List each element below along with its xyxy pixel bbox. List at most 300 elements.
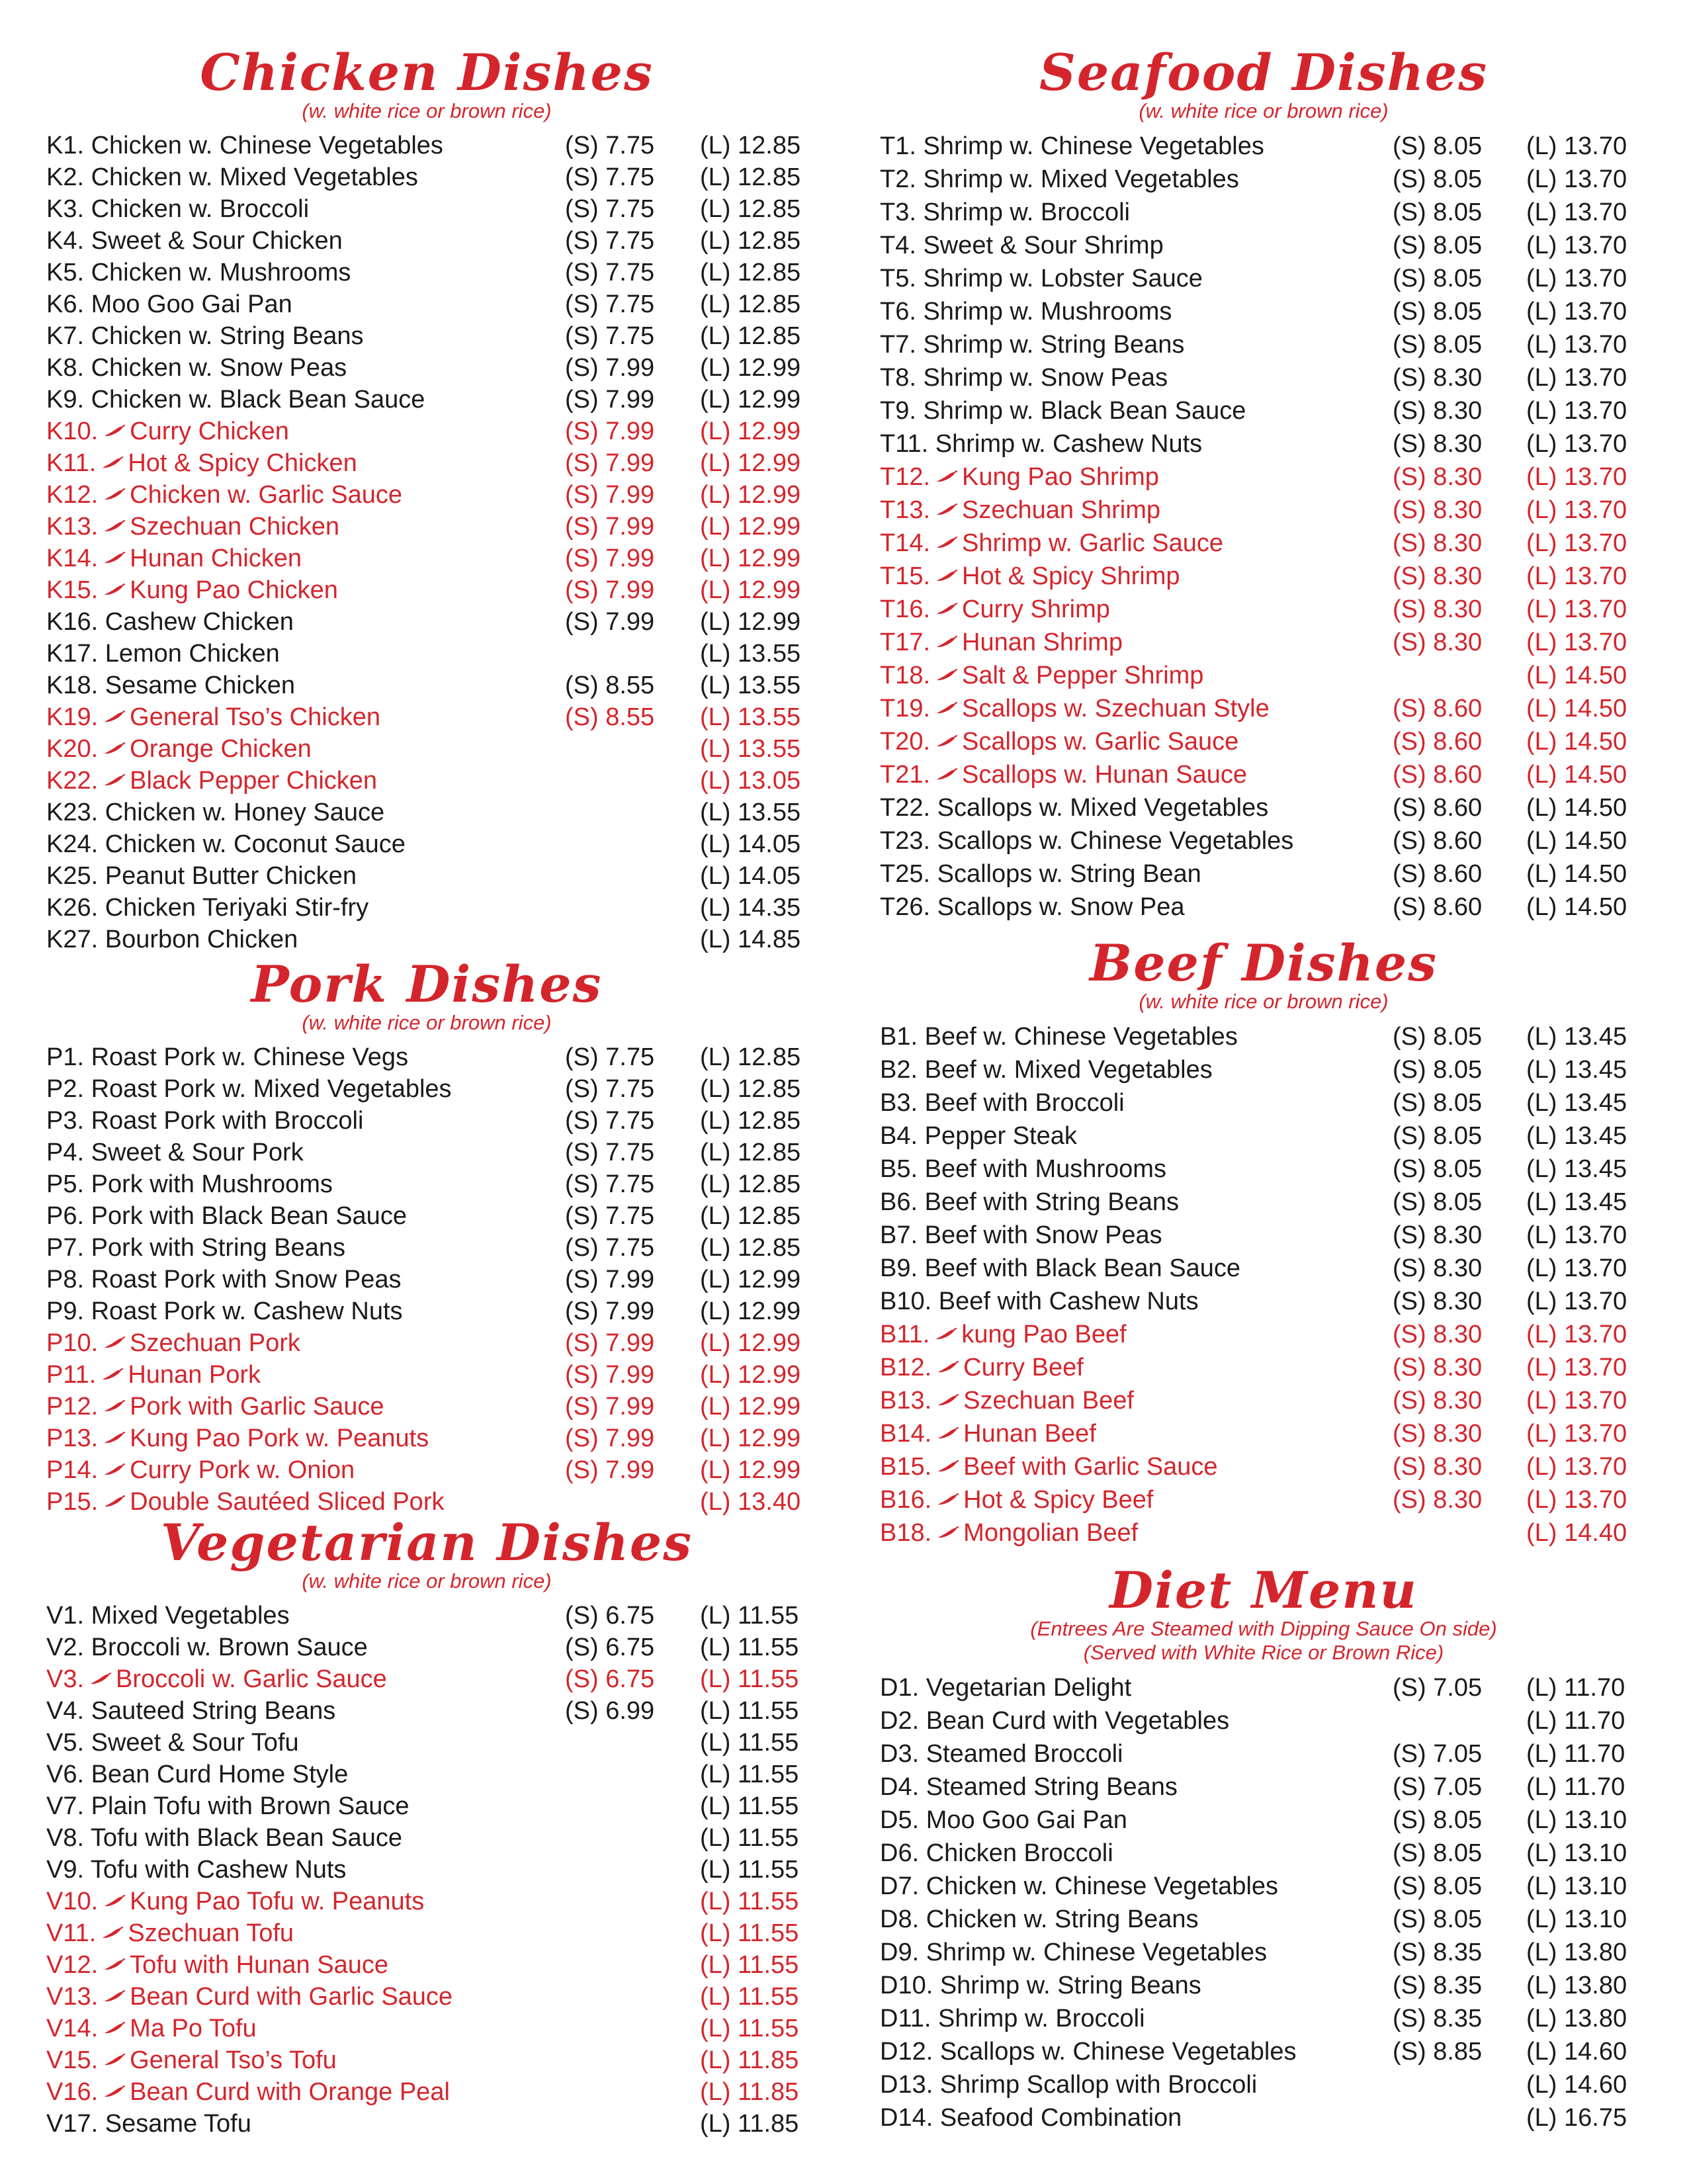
menu-item [46, 1168, 807, 1200]
menu-item-name [880, 527, 1223, 560]
large-price: (L) 12.85 [700, 163, 801, 191]
large-price: (L) 13.70 [1526, 1321, 1627, 1348]
menu-item-code: V13. [46, 1983, 99, 2011]
large-price: (L) 12.99 [700, 1393, 801, 1420]
chili-pepper-icon [935, 459, 958, 472]
menu-item-name: D7. Chicken w. Chinese Vegetables [880, 1872, 1279, 1900]
menu-item-name: K18. Sesame Chicken [46, 672, 295, 699]
menu-item-code: B12. [880, 1354, 932, 1381]
menu-item [880, 2035, 1647, 2068]
menu-item [880, 1318, 1647, 1351]
menu-item-name: D4. Steamed String Beans [880, 1773, 1178, 1801]
menu-item-code: T13. [880, 496, 931, 524]
menu-item [46, 2108, 807, 2140]
large-price: (L) 12.85 [700, 259, 801, 286]
menu-item-code: V12. [46, 1951, 99, 1979]
menu-item-name: P1. Roast Pork w. Chinese Vegs [46, 1043, 409, 1071]
menu-item [880, 1252, 1647, 1285]
pork-menu-list [46, 1041, 807, 1518]
menu-item-dish: Shrimp w. Garlic Sauce [962, 529, 1223, 557]
menu-item-name: D9. Shrimp w. Chinese Vegetables [880, 1939, 1268, 1966]
small-price: (S) 8.60 [1393, 827, 1483, 855]
menu-item [46, 352, 807, 384]
menu-item [880, 1053, 1647, 1086]
small-price: (S) 7.05 [1393, 1773, 1483, 1801]
menu-item-name [880, 659, 1203, 692]
menu-item [880, 1704, 1647, 1737]
small-price: (S) 8.05 [1393, 1023, 1483, 1051]
menu-item [46, 1695, 807, 1727]
menu-item-code: B18. [880, 1519, 932, 1547]
menu-item-dish: Curry Chicken [130, 417, 289, 445]
small-price: (S) 7.75 [565, 132, 655, 159]
menu-item [46, 606, 807, 638]
large-price: (L) 11.85 [700, 2110, 799, 2138]
small-price: (S) 7.99 [565, 1329, 655, 1357]
menu-item-code: K20. [46, 735, 99, 763]
menu-item-dish: Bean Curd with Orange Peal [130, 2078, 450, 2106]
chili-pepper-icon [937, 1383, 959, 1396]
large-price: (L) 12.85 [700, 195, 801, 223]
menu-item-name: D14. Seafood Combination [880, 2104, 1182, 2132]
menu-item-dish: Orange Chicken [130, 735, 312, 763]
menu-item [46, 1041, 807, 1073]
menu-item-name [880, 494, 1160, 527]
menu-item [880, 2101, 1647, 2134]
large-price: (L) 11.70 [1526, 1707, 1625, 1735]
menu-item-name [46, 733, 312, 765]
menu-item-name [46, 1949, 388, 1981]
large-price: (L) 13.10 [1526, 1839, 1627, 1867]
menu-item-dish: Szechuan Pork [130, 1329, 300, 1357]
large-price: (L) 12.99 [700, 1329, 801, 1357]
large-price: (L) 14.40 [1526, 1519, 1627, 1547]
menu-item-name: D6. Chicken Broccoli [880, 1839, 1113, 1867]
menu-item-name: D2. Bean Curd with Vegetables [880, 1707, 1230, 1735]
menu-item [880, 460, 1647, 494]
large-price: (L) 11.85 [700, 2078, 799, 2106]
small-price: (S) 7.99 [565, 608, 655, 636]
small-price: (S) 7.05 [1393, 1674, 1483, 1702]
menu-item-dish: Kung Pao Chicken [130, 576, 338, 604]
menu-item-code: P13. [46, 1424, 99, 1452]
menu-item [880, 163, 1647, 196]
menu-item-name [46, 1981, 453, 2013]
menu-item [880, 1219, 1647, 1252]
menu-item [46, 1886, 807, 1917]
pork-title: Pork Dishes [251, 955, 603, 1014]
small-price: (S) 7.75 [565, 322, 655, 350]
chili-pepper-icon [937, 1416, 959, 1429]
vegetarian-section [46, 1513, 807, 2140]
menu-item-code: V14. [46, 2015, 99, 2042]
chili-pepper-icon [935, 558, 958, 572]
menu-item-dish: Hunan Shrimp [962, 629, 1123, 656]
menu-item-name: T1. Shrimp w. Chinese Vegetables [880, 132, 1264, 160]
large-price: (L) 12.99 [700, 1297, 801, 1325]
large-price: (L) 14.05 [700, 862, 801, 890]
menu-item-name [46, 2013, 257, 2044]
menu-item-name [46, 1327, 300, 1359]
menu-item-name [880, 1351, 1084, 1384]
chili-pepper-icon [103, 1980, 126, 1993]
menu-item [46, 1600, 807, 1632]
large-price: (L) 12.85 [700, 1043, 801, 1071]
large-price: (L) 13.55 [700, 735, 801, 763]
small-price: (S) 8.05 [1393, 331, 1483, 359]
large-price: (L) 13.70 [1526, 1387, 1627, 1415]
large-price: (L) 13.45 [1526, 1023, 1627, 1051]
small-price: (S) 8.60 [1393, 761, 1483, 789]
menu-item [46, 1759, 807, 1790]
small-price: (S) 8.35 [1393, 1972, 1483, 1999]
menu-item-name: V9. Tofu with Cashew Nuts [46, 1856, 347, 1884]
large-price: (L) 14.60 [1526, 2038, 1627, 2066]
large-price: (L) 12.99 [700, 449, 801, 477]
small-price: (S) 8.85 [1393, 2038, 1483, 2066]
large-price: (L) 12.99 [700, 513, 801, 541]
menu-item [46, 193, 807, 225]
large-price: (L) 11.55 [700, 1856, 799, 1884]
menu-item-dish: Szechuan Shrimp [962, 496, 1160, 524]
menu-item-name: V5. Sweet & Sour Tofu [46, 1729, 299, 1757]
large-price: (L) 13.70 [1526, 132, 1627, 160]
small-price: (S) 8.05 [1393, 1872, 1483, 1900]
diet-title: Diet Menu [1109, 1561, 1418, 1620]
menu-item [880, 1020, 1647, 1053]
small-price: (S) 8.30 [1393, 463, 1483, 491]
menu-item [46, 384, 807, 415]
menu-item-code: K15. [46, 576, 99, 604]
large-price: (L) 12.85 [700, 322, 801, 350]
menu-item-dish: Double Sautéed Sliced Pork [130, 1488, 445, 1516]
menu-item-name [46, 543, 302, 574]
chili-pepper-icon [103, 414, 126, 427]
chili-pepper-icon [935, 591, 958, 605]
menu-item-dish: Hot & Spicy Chicken [128, 449, 357, 477]
large-price: (L) 12.85 [700, 1234, 801, 1262]
menu-item-name [46, 1422, 429, 1454]
menu-item-name: K2. Chicken w. Mixed Vegetables [46, 163, 418, 191]
large-price: (L) 13.45 [1526, 1155, 1627, 1183]
menu-item [46, 860, 807, 892]
pork-subtitle: (w. white rice or brown rice) [302, 1011, 552, 1034]
small-price: (S) 7.75 [565, 1234, 655, 1262]
menu-item [880, 1186, 1647, 1219]
menu-item-dish: Hunan Pork [128, 1361, 261, 1389]
menu-item-name: K6. Moo Goo Gai Pan [46, 290, 292, 318]
chili-pepper-icon [103, 1884, 126, 1898]
small-price: (S) 7.99 [565, 417, 655, 445]
menu-item-name: T4. Sweet & Sour Shrimp [880, 232, 1164, 259]
menu-item-name [46, 1663, 387, 1695]
menu-item-name: V6. Bean Curd Home Style [46, 1761, 349, 1788]
seafood-section [880, 43, 1647, 924]
menu-item-code: T20. [880, 728, 931, 756]
large-price: (L) 14.50 [1526, 893, 1627, 921]
large-price: (L) 12.85 [700, 1107, 801, 1135]
small-price: (S) 8.35 [1393, 1939, 1483, 1966]
menu-item [880, 1903, 1647, 1936]
large-price: (L) 13.45 [1526, 1089, 1627, 1117]
menu-item-name: D8. Chicken w. String Beans [880, 1905, 1199, 1933]
small-price: (S) 7.99 [565, 513, 655, 541]
chili-pepper-icon [101, 446, 124, 459]
large-price: (L) 13.70 [1526, 364, 1627, 392]
menu-item [46, 543, 807, 574]
small-price: (S) 8.35 [1393, 2005, 1483, 2032]
menu-item-code: B15. [880, 1453, 932, 1481]
menu-item [880, 196, 1647, 229]
menu-item-code: T21. [880, 761, 931, 789]
large-price: (L) 12.99 [700, 354, 801, 382]
menu-item-name: P7. Pork with String Beans [46, 1234, 345, 1262]
small-price: (S) 7.75 [565, 290, 655, 318]
menu-item [46, 1981, 807, 2013]
menu-item [880, 1870, 1647, 1903]
menu-item-name: K8. Chicken w. Snow Peas [46, 354, 347, 382]
small-price: (S) 8.30 [1393, 1354, 1483, 1381]
menu-item-name: T23. Scallops w. Chinese Vegetables [880, 827, 1294, 855]
large-price: (L) 13.80 [1526, 1939, 1627, 1966]
menu-item [880, 1483, 1647, 1516]
menu-item-dish: Beef with Garlic Sauce [963, 1453, 1218, 1481]
menu-item [46, 511, 807, 543]
large-price: (L) 14.50 [1526, 728, 1627, 756]
menu-item-name: T2. Shrimp w. Mixed Vegetables [880, 165, 1239, 193]
menu-item-dish: Broccoli w. Garlic Sauce [116, 1665, 387, 1693]
menu-item-code: T14. [880, 529, 931, 557]
large-price: (L) 13.70 [1526, 1354, 1627, 1381]
menu-item-name: D5. Moo Goo Gai Pan [880, 1806, 1127, 1834]
menu-item [46, 924, 807, 955]
large-price: (L) 12.85 [700, 1075, 801, 1103]
menu-item-code: P14. [46, 1456, 99, 1484]
large-price: (L) 11.55 [700, 1792, 799, 1820]
menu-item [46, 1264, 807, 1295]
seafood-menu-list [880, 130, 1647, 924]
menu-item-name: B3. Beef with Broccoli [880, 1089, 1125, 1117]
menu-item-code: V15. [46, 2046, 99, 2074]
small-price: (S) 8.05 [1393, 198, 1483, 226]
menu-item [880, 791, 1647, 824]
menu-item [46, 1359, 807, 1391]
small-price: (S) 8.05 [1393, 1122, 1483, 1150]
chili-pepper-icon [103, 732, 126, 745]
large-price: (L) 13.70 [1526, 232, 1627, 259]
menu-item-name: P8. Roast Pork with Snow Peas [46, 1266, 402, 1293]
menu-item-name [46, 447, 357, 479]
small-price: (S) 7.75 [565, 1202, 655, 1230]
menu-item-name: B9. Beef with Black Bean Sauce [880, 1254, 1240, 1282]
small-price: (S) 8.30 [1393, 1254, 1483, 1282]
pork-section [46, 955, 807, 1518]
menu-item-dish: Hunan Chicken [130, 545, 302, 572]
menu-item [46, 765, 807, 797]
menu-item [46, 1105, 807, 1137]
chili-pepper-icon [103, 1421, 126, 1434]
chicken-title: Chicken Dishes [200, 43, 654, 102]
large-price: (L) 11.70 [1526, 1773, 1625, 1801]
menu-item [880, 1153, 1647, 1186]
chili-pepper-icon [935, 658, 958, 671]
large-price: (L) 13.45 [1526, 1122, 1627, 1150]
beef-section [880, 934, 1647, 1550]
menu-item [46, 574, 807, 606]
large-price: (L) 11.55 [700, 1665, 799, 1693]
menu-item-name: T6. Shrimp w. Mushrooms [880, 298, 1172, 326]
large-price: (L) 13.45 [1526, 1056, 1627, 1084]
menu-item-name [880, 692, 1270, 725]
small-price: (S) 8.05 [1393, 232, 1483, 259]
large-price: (L) 13.70 [1526, 629, 1627, 656]
large-price: (L) 11.55 [700, 1983, 799, 2011]
large-price: (L) 14.50 [1526, 695, 1627, 722]
small-price: (S) 8.55 [565, 672, 655, 699]
large-price: (L) 11.55 [700, 1824, 799, 1852]
chili-pepper-icon [103, 2043, 126, 2056]
menu-item [46, 130, 807, 161]
large-price: (L) 13.70 [1526, 1221, 1627, 1249]
menu-item [880, 494, 1647, 527]
large-price: (L) 14.50 [1526, 662, 1627, 689]
large-price: (L) 11.55 [700, 1697, 799, 1725]
menu-item [880, 361, 1647, 394]
large-price: (L) 13.70 [1526, 1453, 1627, 1481]
menu-item [880, 758, 1647, 791]
menu-item [46, 1454, 807, 1486]
menu-item [46, 2076, 807, 2108]
large-price: (L) 11.55 [700, 1602, 799, 1630]
large-price: (L) 12.99 [700, 1424, 801, 1452]
menu-item [46, 1137, 807, 1168]
large-price: (L) 11.55 [700, 1729, 799, 1757]
menu-item-name: B1. Beef w. Chinese Vegetables [880, 1023, 1238, 1051]
menu-item-name: V17. Sesame Tofu [46, 2110, 251, 2138]
large-price: (L) 11.55 [700, 2015, 799, 2042]
large-price: (L) 13.70 [1526, 198, 1627, 226]
menu-item-dish: Kung Pao Shrimp [962, 463, 1159, 491]
menu-item-dish: Curry Pork w. Onion [130, 1456, 355, 1484]
small-price: (S) 8.05 [1393, 1839, 1483, 1867]
menu-item [880, 295, 1647, 328]
menu-item-name: K4. Sweet & Sour Chicken [46, 227, 343, 255]
small-price: (S) 7.99 [565, 1266, 655, 1293]
chili-pepper-icon [937, 1449, 959, 1462]
vegetarian-menu-list [46, 1600, 807, 2140]
menu-item [880, 560, 1647, 593]
menu-item [46, 161, 807, 193]
menu-item-code: K14. [46, 545, 99, 572]
large-price: (L) 13.70 [1526, 1288, 1627, 1315]
seafood-title: Seafood Dishes [1039, 43, 1489, 102]
small-price: (S) 7.99 [565, 449, 655, 477]
diet-menu-list [880, 1671, 1647, 2134]
menu-item-name: T11. Shrimp w. Cashew Nuts [880, 430, 1203, 458]
menu-item-dish: Black Pepper Chicken [130, 767, 378, 795]
large-price: (L) 13.70 [1526, 496, 1627, 524]
small-price: (S) 8.30 [1393, 496, 1483, 524]
chili-pepper-icon [103, 1948, 126, 1961]
chili-pepper-icon [103, 1453, 126, 1466]
large-price: (L) 13.70 [1526, 562, 1627, 590]
large-price: (L) 12.85 [700, 227, 801, 255]
chili-pepper-icon [937, 1350, 959, 1363]
menu-item [880, 527, 1647, 560]
large-price: (L) 16.75 [1526, 2104, 1627, 2132]
menu-item [46, 670, 807, 701]
menu-item [880, 857, 1647, 891]
large-price: (L) 12.99 [700, 1361, 801, 1389]
menu-item-dish: Curry Shrimp [962, 595, 1110, 623]
menu-item-code: T17. [880, 629, 931, 656]
large-price: (L) 13.70 [1526, 265, 1627, 292]
small-price: (S) 8.05 [1393, 265, 1483, 292]
small-price: (S) 7.99 [565, 1393, 655, 1420]
menu-item [46, 1854, 807, 1886]
small-price: (S) 7.99 [565, 1297, 655, 1325]
large-price: (L) 13.70 [1526, 463, 1627, 491]
menu-item-name: D11. Shrimp w. Broccoli [880, 2005, 1145, 2032]
menu-item [46, 892, 807, 924]
menu-item-name: V7. Plain Tofu with Brown Sauce [46, 1792, 410, 1820]
menu-item-name [880, 1318, 1127, 1351]
menu-item-dish: Pork with Garlic Sauce [130, 1393, 384, 1420]
large-price: (L) 14.50 [1526, 761, 1627, 789]
beef-title: Beef Dishes [1089, 934, 1438, 992]
menu-item-name [880, 593, 1110, 626]
large-price: (L) 11.55 [700, 1761, 799, 1788]
large-price: (L) 11.85 [700, 2046, 799, 2074]
small-price: (S) 7.75 [565, 163, 655, 191]
small-price: (S) 6.75 [565, 1634, 655, 1661]
large-price: (L) 13.80 [1526, 2005, 1627, 2032]
small-price: (S) 8.05 [1393, 1155, 1483, 1183]
chili-pepper-icon [103, 541, 126, 554]
menu-item-name [46, 574, 338, 606]
menu-item-name: K5. Chicken w. Mushrooms [46, 259, 351, 286]
small-price: (S) 8.05 [1393, 1056, 1483, 1084]
menu-item [46, 1391, 807, 1422]
menu-item-name [880, 560, 1180, 593]
large-price: (L) 13.10 [1526, 1872, 1627, 1900]
large-price: (L) 13.70 [1526, 331, 1627, 359]
small-price: (S) 8.05 [1393, 298, 1483, 326]
small-price: (S) 7.75 [565, 227, 655, 255]
chili-pepper-icon [103, 2075, 126, 2088]
menu-item-dish: Chicken w. Garlic Sauce [130, 481, 403, 509]
menu-item-code: T18. [880, 662, 931, 689]
menu-item-name: B4. Pepper Steak [880, 1122, 1077, 1150]
menu-item-name: T3. Shrimp w. Broccoli [880, 198, 1130, 226]
large-price: (L) 13.45 [1526, 1188, 1627, 1216]
menu-item-name [46, 701, 380, 733]
menu-item [880, 1837, 1647, 1870]
large-price: (L) 13.70 [1526, 298, 1627, 326]
large-price: (L) 12.99 [700, 1456, 801, 1484]
small-price: (S) 7.75 [565, 1107, 655, 1135]
large-price: (L) 12.99 [700, 576, 801, 604]
chili-pepper-icon [103, 1389, 126, 1403]
large-price: (L) 13.70 [1526, 595, 1627, 623]
menu-item-name [880, 626, 1123, 659]
large-price: (L) 12.99 [700, 386, 801, 414]
large-price: (L) 13.70 [1526, 397, 1627, 425]
menu-item-dish: Scallops w. Szechuan Style [962, 695, 1270, 722]
small-price: (S) 8.30 [1393, 397, 1483, 425]
menu-item-dish: Salt & Pepper Shrimp [962, 662, 1204, 689]
vegetarian-title: Vegetarian Dishes [160, 1513, 693, 1572]
